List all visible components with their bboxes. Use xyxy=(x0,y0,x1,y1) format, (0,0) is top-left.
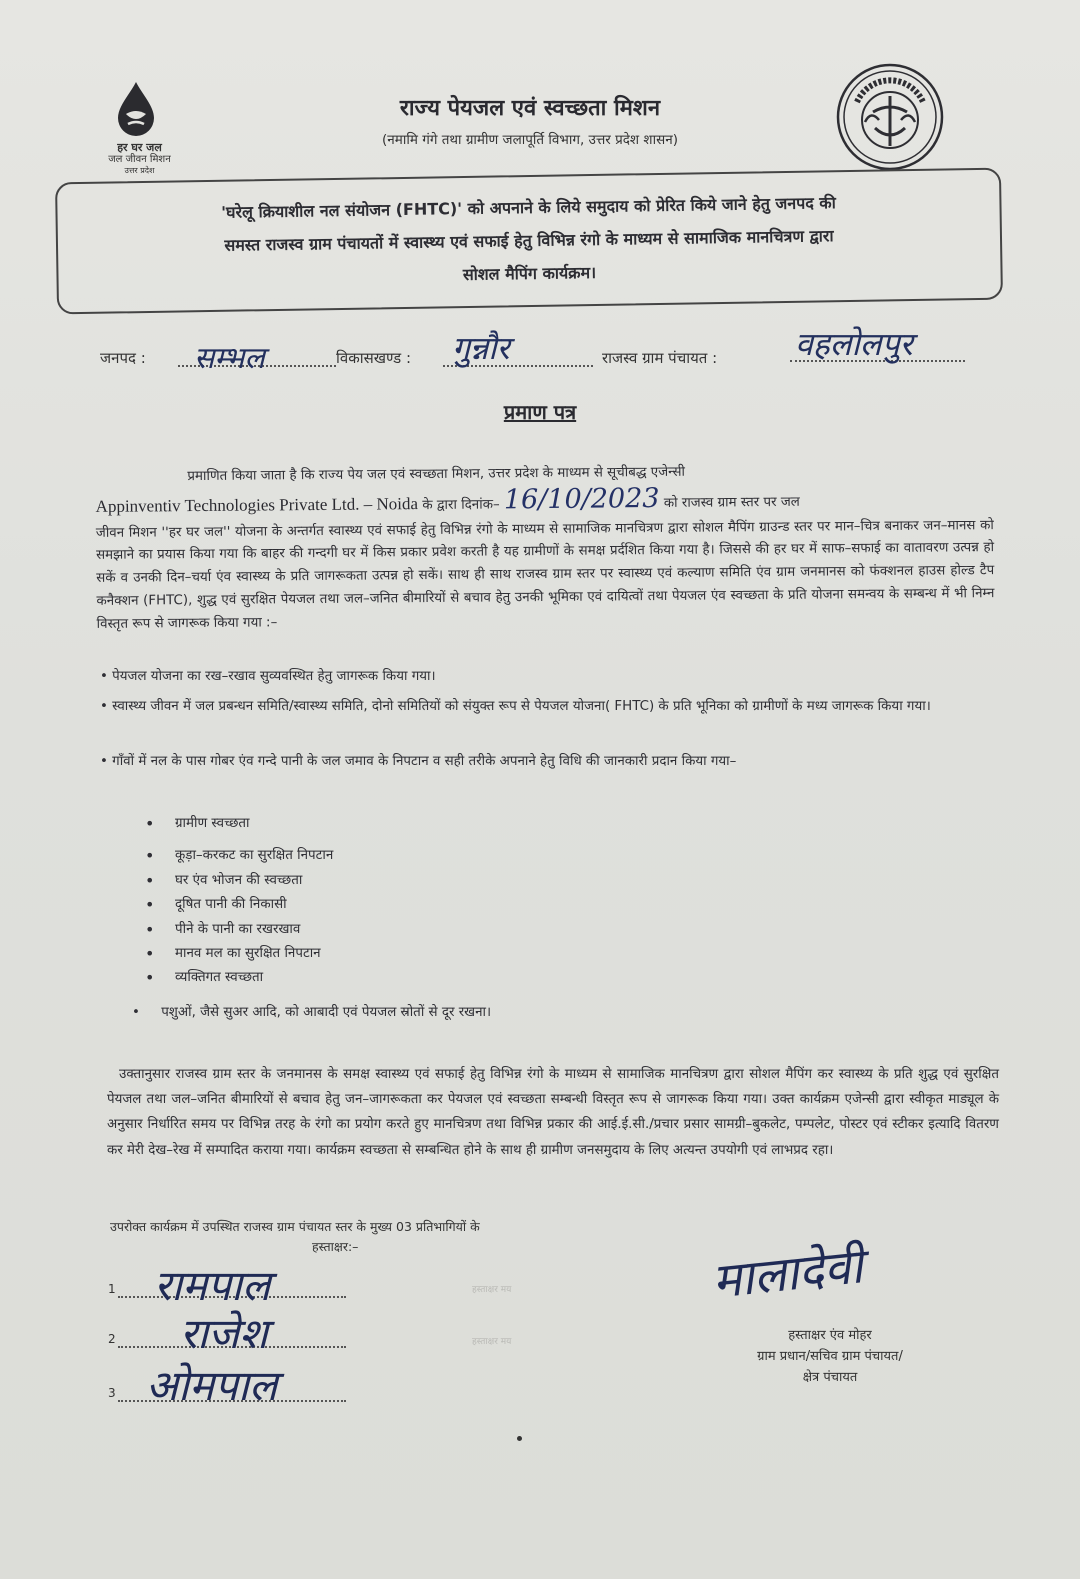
ink-dot xyxy=(517,1436,522,1441)
list-item: • कूड़ा–करकट का सुरक्षित निपटान xyxy=(145,844,545,868)
water-drop-icon xyxy=(112,80,160,140)
list-item: • मानव मल का सुरक्षित निपटान xyxy=(145,942,545,966)
banner-line-3: सोशल मैपिंग कार्यक्रम। xyxy=(462,262,597,285)
bullet-2: • स्वास्थ्य जीवन में जल प्रबन्धन समिति/स्वास्थ्य समिति, दोनो समितियों को संयुक्त रूप से पेयजल योजना( FHTC) के प्रति भूनिका को ग्रामीणों के मध्य जागरूक किया गया। xyxy=(100,699,931,714)
list-item: • ग्रामीण स्वच्छता xyxy=(145,812,545,836)
participant-3 xyxy=(108,1361,348,1420)
bullet-1: • पेयजल योजना का रख–रखाव सुव्यवस्थित हेतु जागरूक किया गया। xyxy=(100,669,436,684)
last-topic-item: • पशुओं, जैसे सुअर आदि, को आबादी एवं पेयजल स्रोतों से दूर रखना। xyxy=(132,1005,492,1020)
banner-line-2: समस्त राजस्व ग्राम पंचायतों में स्वास्थ्य एवं सफाई हेतु विभिन्न रंगो के माध्यम से सामाजिक मानचित्रण द्वारा xyxy=(224,226,834,255)
page-title: राज्य पेयजल एवं स्वच्छता मिशन xyxy=(399,96,661,121)
list-item: • व्यक्तिगत स्वच्छता xyxy=(145,966,545,990)
stamp-line-2: ग्राम प्रधान/सचिव ग्राम पंचायत/ xyxy=(757,1349,903,1364)
signature-intro-2: हस्ताक्षर:– xyxy=(312,1239,359,1254)
bullet-1-text: पेयजल योजना का रख–रखाव सुव्यवस्थित हेतु जागरूक किया गया। xyxy=(112,669,436,684)
gram-panchayat-label: राजस्व ग्राम पंचायत : xyxy=(602,349,718,367)
certificate-paragraph-1 xyxy=(95,459,994,636)
bullet-3: • गाँवों में नल के पास गोबर एंव गन्दे पानी के जल जमाव के निपटान व सही तरीके अपनाने हेतु विधि की जानकारी प्रदान किया गया– xyxy=(100,754,737,769)
para1-date-suffix: को राजस्व ग्राम स्तर पर जल xyxy=(663,494,800,511)
last-topic-text: पशुओं, जैसे सुअर आदि, को आबादी एवं पेयजल स्रोतों से दूर रखना। xyxy=(161,1005,492,1020)
faint-label-2: हस्ताक्षर मय xyxy=(472,1337,512,1347)
signature-stamp-block xyxy=(720,1325,940,1388)
participant-3-number: 3 xyxy=(108,1386,116,1400)
logo-caption-3: उत्तर प्रदेश xyxy=(124,166,155,175)
participant-2-signature: राजेश xyxy=(180,1309,268,1358)
signature-intro: उपरोक्त कार्यक्रम में उपस्थित राजस्व ग्राम पंचायत स्तर के मुख्य 03 प्रतिभागियों के xyxy=(110,1219,480,1234)
bullet-3-text: गाँवों में नल के पास गोबर एंव गन्दे पानी के जल जमाव के निपटान व सही तरीके अपनाने हेतु विधि की जानकारी प्रदान किया गया– xyxy=(112,754,737,769)
up-government-seal-icon xyxy=(835,62,945,172)
certificate-title: प्रमाण पत्र xyxy=(503,400,577,424)
participant-3-signature: ओमपाल xyxy=(146,1361,278,1410)
faint-label-1: हस्ताक्षर मय xyxy=(472,1285,512,1295)
bullet-2-text: स्वास्थ्य जीवन में जल प्रबन्धन समिति/स्वास्थ्य समिति, दोनो समितियों को संयुक्त रूप से पेयजल योजना( FHTC) के प्रति भूनिका को ग्रामीणों के मध्य जागरूक किया गया। xyxy=(112,699,931,714)
handwritten-date: 16/10/2023 xyxy=(503,482,660,516)
logo-caption-1: हर घर जल xyxy=(117,141,162,154)
participant-1-signature: रामपाल xyxy=(154,1261,271,1310)
agency-name: Appinventiv Technologies Private Ltd. – Noida xyxy=(95,493,419,516)
list-item: • दूषित पानी की निकासी xyxy=(145,893,545,917)
sanitation-topics-list xyxy=(145,812,545,991)
gram-panchayat-handwritten: वहलोलपुर xyxy=(795,325,913,363)
stamp-line-3: क्षेत्र पंचायत xyxy=(802,1370,858,1385)
har-ghar-jal-logo xyxy=(92,76,187,176)
participant-2-number: 2 xyxy=(108,1332,116,1346)
stamp-line-1: हस्ताक्षर एंव मोहर xyxy=(788,1328,872,1343)
janpad-handwritten: सम्भल xyxy=(194,341,265,376)
vikaskhand-handwritten: गुन्नौर xyxy=(452,329,510,367)
list-item: • पीने के पानी का रखरखाव xyxy=(145,918,545,942)
pradhan-signature: मालादेवी xyxy=(709,1238,866,1310)
para1-body: जीवन मिशन ''हर घर जल'' योजना के अन्तर्गत स्वास्थ्य एवं सफाई हेतु विभिन्न रंगो के माध्यम से सामाजिक मानचित्रण द्वारा सोशल मैपिंग ग्राउन्ड स्तर पर मान–चित्र बनाकर जन–मानस को समझाने का प्रयास किया गया कि बाहर की गन्दगी घर में किस प्रकार प्रवेश करती है यह ग्रामीणों के समक्ष प्रर्दशित किया गया है। जिससे की हर घर में साफ–सफाई का वातावरण उत्पन्न हो सकें व उनकी दिन–चर्या एंव स्वास्थ्य के प्रति जागरूकता उत्पन्न हो सकें। साथ ही साथ राजस्व ग्राम स्तर पर स्वास्थ्य एवं कल्याण समिति एंव ग्राम जनमानस को फंक्शनल हाउस होल्ड टैप कनैक्शन (FHTC), शुद्ध एवं सुरक्षित पेयजल तथा जल–जनित बीमारियों से बचाव हेतु उनकी भूमिका एवं दायित्वों तथा पेयजल एंव स्वच्छता के प्रति योजना समन्वय के सम्बन्ध में भी निम्न विस्तृत रूप से जागरूक किया गया :– xyxy=(95,517,995,632)
para1-line1: प्रमाणित किया जाता है कि राज्य पेय जल एवं स्वच्छता मिशन, उत्तर प्रदेश के माध्यम से सूचीबद्ध एजेन्सी xyxy=(187,464,686,485)
location-fields xyxy=(100,325,1000,378)
certificate-paragraph-2: उक्तानुसार राजस्व ग्राम स्तर के जनमानस के समक्ष स्वास्थ्य एवं सफाई हेतु विभिन्न रंगो के माध्यम से सामाजिक मानचित्रण द्वारा सोशल मैपिंग कर स्वास्थ्य के प्रति शुद्ध एवं सुरक्षित पेयजल तथा जल–जनित बीमारियों से बचाव हेतु जन–जागरूकता कर पेयजल एवं स्वच्छता सम्बन्धी विस्तृत रूप से जागरूक किया गया। उक्त कार्यक्रम एजेन्सी द्वारा स्वीकृत माड्यूल के अनुसार निर्धारित समय पर विभिन्न तरह के रंगो का प्रयोग करते हुए मानचित्रण तथा विभिन्न प्रकार की आई.ई.सी./प्रचार प्रसार सामग्री–बुकलेट, पम्पलेट, पोस्टर एवं स्टीकर इत्यादि वितरण कर मेरी देख–रेख में सम्पादित कराया गया। कार्यक्रम स्वच्छता से सम्बन्धित होने के साथ ही ग्रामीण जनसमुदाय के लिए अत्यन्त उपयोगी एवं लाभप्रद रहा। xyxy=(107,1067,999,1158)
participant-1-number: 1 xyxy=(108,1282,116,1296)
vikaskhand-label: विकासखण्ड : xyxy=(336,349,412,367)
page-subtitle: (नमामि गंगे तथा ग्रामीण जलापूर्ति विभाग, उत्तर प्रदेश शासन) xyxy=(382,132,678,148)
logo-caption-2: जल जीवन मिशन xyxy=(108,154,171,165)
para1-date-prefix: के द्वारा दिनांक– xyxy=(422,497,500,513)
list-item: • घर एंव भोजन की स्वच्छता xyxy=(145,869,545,893)
program-banner xyxy=(55,168,1003,315)
janpad-label: जनपद : xyxy=(100,349,146,367)
banner-line-1: 'घरेलू क्रियाशील नल संयोजन (FHTC)' को अपनाने के लिये समुदाय को प्रेरित किये जाने हेतु जनपद की xyxy=(221,193,836,222)
